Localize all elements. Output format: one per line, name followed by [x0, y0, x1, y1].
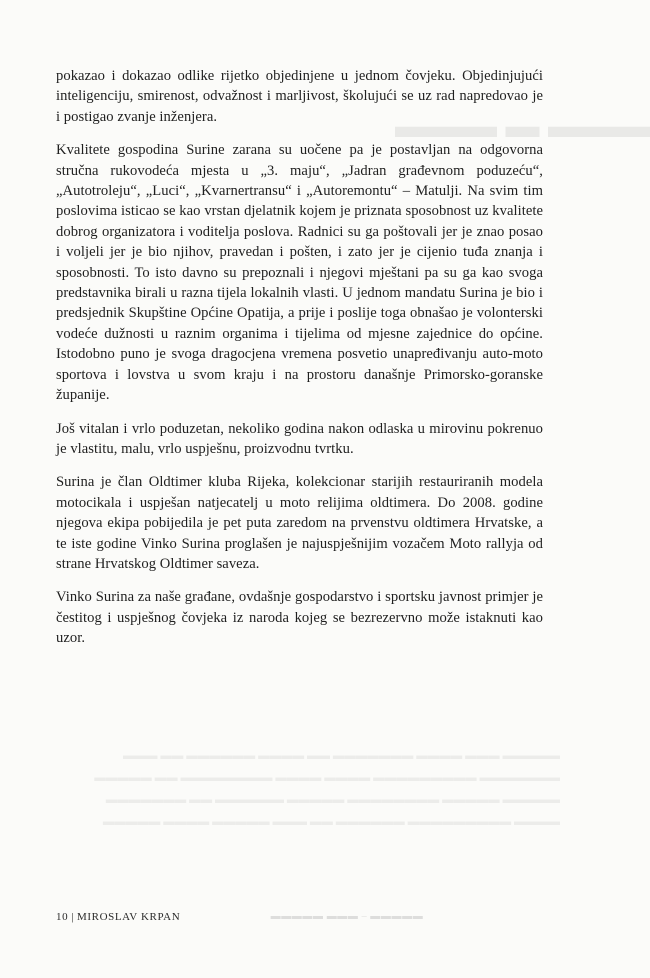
paragraph-4: Surina je član Oldtimer kluba Rijeka, kolekcionar starijih restauriranih modela motocikala i uspješan natjecatelj u moto relijima oldtimera. Do 2008. godine njegova ekipa pobijedila je pet puta zaredom na prvenstvu oldtimera Hrvatske, a te iste godine Vinko Surina proglašen je najuspješnijim vozačem Moto rallyja od strane Hrvatskog Oldtimer saveza.: [56, 474, 543, 572]
page-footer: [56, 911, 180, 923]
page-body: [56, 66, 543, 662]
paragraph-2: Kvalitete gospodina Surine zarana su uočene pa je postavljan na odgovorna stručna rukovodeća mjesta u „3. maju“, „Jadran građevnom poduzeću“, „Autotroleju“, „Luci“, „Kvarnertransu“ i „Autoremontu“ – Matulji. Na svim tim poslovima isticao se kao vrstan djelatnik kojem je priznata sposobnost uz kvalitete dobrog organizatora i voditelja poslova. Radnici su ga poštovali jer je znao posao i voljeli jer je bio njihov, pravedan i pošten, i zato jer je cijenio tuđa znanja i sposobnosti. To isto davno su prepoznali i njegovi mještani pa su ga kao svoga predstavnika birali u razna tijela lokalnih vlasti. U jednom mandatu Surina je bio i predsjednik Skupštine Općine Opatija, a prije i poslije toga obnašao je volonterski vodeće dužnosti u raznim organima i tijelima od mjesne zajednice do općine. Istodobno puno je svoga dragocjena vremena posvetio unapređivanju auto-moto sportova i lovstva u svom kraju i na prostoru današnje Primorsko-goranske županije.: [56, 142, 543, 404]
reverse-page-show-through-footer: ▬▬▬▬▬ – ▬▬▬ ▬▬▬▬▬: [270, 911, 423, 922]
paragraph-5: Vinko Surina za naše građane, ovdašnje gospodarstvo i sportsku javnost primjer je čestitog i uspješnog čovjeka iz naroda kojeg se bezrezervno može istaknuti kao uzor.: [56, 589, 543, 647]
reverse-page-show-through-text: ▬▬▬▬▬ ▬▬▬ ▬▬▬▬ ▬▬▬▬▬▬▬ ▬▬ ▬▬▬▬ ▬▬▬▬▬▬ ▬▬ ▬▬▬ ▬▬▬▬▬▬▬ ▬▬▬▬▬▬▬▬▬ ▬▬▬▬ ▬▬▬▬ ▬▬▬▬▬▬▬▬ ▬▬ ▬▬▬▬▬ ▬▬▬▬▬ ▬▬▬▬▬ ▬▬▬▬▬▬▬▬ ▬▬▬▬▬ ▬▬▬▬▬▬ ▬▬ ▬▬▬▬▬▬▬ ▬▬▬▬ ▬▬▬▬▬▬▬▬▬ ▬▬▬▬▬▬ ▬▬ ▬▬▬ ▬▬▬▬▬ ▬▬▬▬ ▬▬▬▬▬: [94, 750, 560, 828]
footer-separator: |: [71, 911, 75, 923]
paragraph-1: pokazao i dokazao odlike rijetko objedinjene u jednom čovjeku. Objedinjujući inteligenciju, smirenost, odvažnost i marljivost, školujući se uz rad napredovao je i postigao zvanje inženjera.: [56, 68, 543, 125]
paragraph-3: Još vitalan i vrlo poduzetan, nekoliko godina nakon odlaska u mirovinu pokrenuo je vlastitu, malu, vrlo uspješnu, proizvodnu tvrtku.: [56, 420, 543, 457]
page-number: 10: [56, 911, 69, 923]
reverse-page-show-through-title: ▬▬▬ ▬ ▬▬▬: [395, 108, 650, 145]
footer-author: MIROSLAV KRPAN: [77, 911, 181, 923]
